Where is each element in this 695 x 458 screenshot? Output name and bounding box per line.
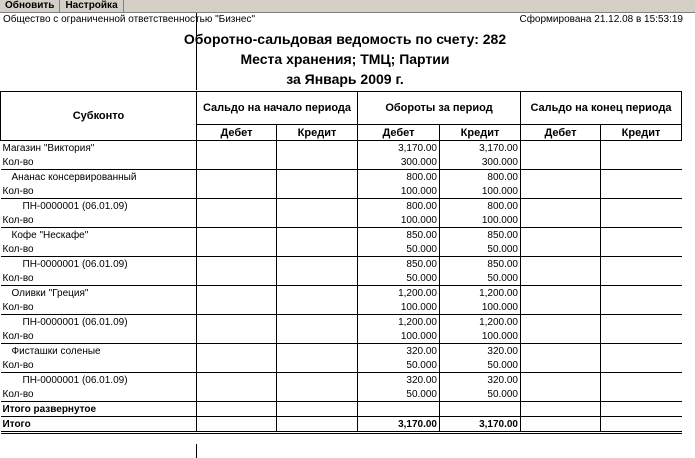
closing-credit-cell	[601, 286, 682, 301]
subkonto-cell: Итого развернутое	[1, 402, 197, 417]
closing-debit-cell	[521, 271, 601, 286]
turnover-credit-cell: 320.00	[440, 373, 521, 388]
subkonto-cell: ПН-0000001 (06.01.09)	[22, 200, 128, 212]
closing-debit-cell	[521, 170, 601, 185]
table-row	[1, 242, 682, 257]
turnover-debit-cell: 800.00	[358, 170, 440, 185]
turnover-credit-cell: 850.00	[440, 228, 521, 243]
report-subtitle: Места хранения; ТМЦ; Партии	[240, 51, 450, 67]
table-row	[1, 271, 682, 286]
subkonto-cell: ПН-0000001 (06.01.09)	[22, 316, 128, 328]
subkonto-cell: ПН-0000001 (06.01.09)	[22, 258, 128, 270]
opening-credit-cell	[277, 257, 358, 272]
opening-debit-cell	[197, 300, 277, 315]
opening-debit-cell	[197, 315, 277, 330]
col-subkonto: Субконто	[1, 92, 197, 141]
closing-credit-cell	[601, 417, 682, 433]
table-row	[1, 373, 682, 388]
opening-credit-cell	[277, 141, 358, 156]
settings-button[interactable]: Настройка	[60, 0, 123, 12]
turnover-debit-cell: 850.00	[358, 228, 440, 243]
report-table	[0, 91, 682, 434]
turnover-debit-cell: 850.00	[358, 257, 440, 272]
turnover-debit-cell: 50.000	[358, 242, 440, 257]
opening-credit-cell	[277, 228, 358, 243]
opening-credit-cell	[277, 402, 358, 417]
table-row	[1, 387, 682, 402]
turnover-credit-cell: 850.00	[440, 257, 521, 272]
col-turnover-debit: Дебет	[358, 125, 440, 141]
closing-debit-cell	[521, 315, 601, 330]
opening-credit-cell	[277, 387, 358, 402]
opening-credit-cell	[277, 170, 358, 185]
opening-credit-cell	[277, 213, 358, 228]
table-row	[1, 257, 682, 272]
closing-debit-cell	[521, 402, 601, 417]
opening-credit-cell	[277, 155, 358, 170]
closing-debit-cell	[521, 199, 601, 214]
closing-credit-cell	[601, 402, 682, 417]
turnover-credit-cell: 100.000	[440, 300, 521, 315]
organization-name: Общество с ограниченной ответственностью "Бизнес"	[3, 14, 256, 25]
table-row	[1, 358, 682, 373]
subkonto-cell: Магазин "Виктория"	[2, 142, 95, 154]
opening-debit-cell	[197, 170, 277, 185]
turnover-credit-cell: 300.000	[440, 155, 521, 170]
total-row	[1, 402, 682, 417]
closing-credit-cell	[601, 373, 682, 388]
subkonto-cell: Кол-во	[1, 242, 197, 257]
subkonto-cell: Кол-во	[1, 300, 197, 315]
table-row	[1, 329, 682, 344]
turnover-debit-cell: 800.00	[358, 199, 440, 214]
closing-debit-cell	[521, 242, 601, 257]
turnover-credit-cell: 320.00	[440, 344, 521, 359]
subkonto-cell: Фисташки соленые	[11, 345, 101, 357]
col-turnover-credit: Кредит	[440, 125, 521, 141]
closing-credit-cell	[601, 344, 682, 359]
closing-credit-cell	[601, 257, 682, 272]
turnover-debit-cell: 100.000	[358, 184, 440, 199]
closing-debit-cell	[521, 329, 601, 344]
closing-credit-cell	[601, 271, 682, 286]
col-opening: Сальдо на начало периода	[197, 92, 358, 125]
subkonto-cell: Кол-во	[1, 184, 197, 199]
col-closing-debit: Дебет	[521, 125, 601, 141]
subkonto-cell: Кол-во	[1, 155, 197, 170]
refresh-button[interactable]: Обновить	[0, 0, 60, 12]
opening-debit-cell	[197, 184, 277, 199]
generated-timestamp: Сформирована 21.12.08 в 15:53:19	[519, 14, 683, 25]
closing-debit-cell	[521, 373, 601, 388]
turnover-debit-cell: 1,200.00	[358, 315, 440, 330]
turnover-debit-cell: 3,170.00	[358, 417, 440, 433]
opening-debit-cell	[197, 329, 277, 344]
closing-credit-cell	[601, 315, 682, 330]
table-row	[1, 184, 682, 199]
opening-credit-cell	[277, 329, 358, 344]
opening-credit-cell	[277, 271, 358, 286]
turnover-debit-cell: 100.000	[358, 329, 440, 344]
closing-debit-cell	[521, 257, 601, 272]
table-row	[1, 170, 682, 185]
col-opening-debit: Дебет	[197, 125, 277, 141]
table-row	[1, 213, 682, 228]
turnover-credit-cell: 50.000	[440, 358, 521, 373]
opening-credit-cell	[277, 286, 358, 301]
table-row	[1, 155, 682, 170]
opening-debit-cell	[197, 373, 277, 388]
subkonto-cell: Ананас консервированный	[11, 171, 137, 183]
opening-debit-cell	[197, 271, 277, 286]
subkonto-cell: Кол-во	[1, 213, 197, 228]
table-row	[1, 141, 682, 156]
closing-debit-cell	[521, 417, 601, 433]
col-opening-credit: Кредит	[277, 125, 358, 141]
closing-credit-cell	[601, 387, 682, 402]
opening-debit-cell	[197, 257, 277, 272]
opening-credit-cell	[277, 373, 358, 388]
closing-credit-cell	[601, 199, 682, 214]
opening-debit-cell	[197, 228, 277, 243]
col-closing-credit: Кредит	[601, 125, 682, 141]
opening-debit-cell	[197, 344, 277, 359]
closing-debit-cell	[521, 344, 601, 359]
turnover-credit-cell: 100.000	[440, 213, 521, 228]
opening-credit-cell	[277, 358, 358, 373]
table-row	[1, 199, 682, 214]
closing-credit-cell	[601, 329, 682, 344]
turnover-credit-cell: 50.000	[440, 271, 521, 286]
subkonto-cell: Оливки "Греция"	[11, 287, 89, 299]
table-row	[1, 315, 682, 330]
turnover-debit-cell: 100.000	[358, 300, 440, 315]
closing-credit-cell	[601, 155, 682, 170]
turnover-credit-cell: 3,170.00	[440, 417, 521, 433]
turnover-debit-cell: 320.00	[358, 373, 440, 388]
closing-credit-cell	[601, 242, 682, 257]
closing-debit-cell	[521, 300, 601, 315]
turnover-debit-cell	[358, 402, 440, 417]
col-turnover: Обороты за период	[358, 92, 521, 125]
turnover-debit-cell: 50.000	[358, 271, 440, 286]
toolbar	[0, 0, 695, 13]
col-closing: Сальдо на конец периода	[521, 92, 682, 125]
closing-credit-cell	[601, 170, 682, 185]
turnover-credit-cell: 800.00	[440, 170, 521, 185]
subkonto-cell: Кофе "Нескафе"	[11, 229, 89, 241]
opening-credit-cell	[277, 344, 358, 359]
opening-debit-cell	[197, 155, 277, 170]
closing-credit-cell	[601, 141, 682, 156]
closing-debit-cell	[521, 213, 601, 228]
subkonto-cell: Кол-во	[1, 271, 197, 286]
turnover-credit-cell: 50.000	[440, 242, 521, 257]
opening-debit-cell	[197, 358, 277, 373]
subkonto-cell: Кол-во	[1, 329, 197, 344]
opening-credit-cell	[277, 300, 358, 315]
turnover-debit-cell: 50.000	[358, 387, 440, 402]
total-row	[1, 417, 682, 433]
closing-credit-cell	[601, 184, 682, 199]
table-row	[1, 300, 682, 315]
table-row	[1, 344, 682, 359]
opening-credit-cell	[277, 199, 358, 214]
table-row	[1, 286, 682, 301]
turnover-debit-cell: 320.00	[358, 344, 440, 359]
report-title: Оборотно-сальдовая ведомость по счету: 282	[183, 31, 507, 47]
opening-debit-cell	[197, 402, 277, 417]
subkonto-cell: ПН-0000001 (06.01.09)	[22, 374, 128, 386]
closing-credit-cell	[601, 300, 682, 315]
opening-debit-cell	[197, 417, 277, 433]
turnover-credit-cell: 100.000	[440, 329, 521, 344]
report-period: за Январь 2009 г.	[286, 71, 404, 87]
closing-credit-cell	[601, 358, 682, 373]
opening-debit-cell	[197, 199, 277, 214]
subkonto-cell: Итого	[1, 417, 197, 433]
turnover-debit-cell: 3,170.00	[358, 141, 440, 156]
opening-debit-cell	[197, 286, 277, 301]
closing-debit-cell	[521, 141, 601, 156]
turnover-credit-cell: 100.000	[440, 184, 521, 199]
opening-credit-cell	[277, 184, 358, 199]
turnover-debit-cell: 100.000	[358, 213, 440, 228]
turnover-debit-cell: 50.000	[358, 358, 440, 373]
closing-credit-cell	[601, 213, 682, 228]
opening-debit-cell	[197, 213, 277, 228]
turnover-credit-cell: 1,200.00	[440, 315, 521, 330]
turnover-credit-cell: 50.000	[440, 387, 521, 402]
subkonto-cell: Кол-во	[1, 358, 197, 373]
turnover-debit-cell: 1,200.00	[358, 286, 440, 301]
opening-credit-cell	[277, 417, 358, 433]
divider-line-bottom	[196, 444, 197, 458]
table-row	[1, 228, 682, 243]
closing-debit-cell	[521, 358, 601, 373]
closing-debit-cell	[521, 184, 601, 199]
closing-credit-cell	[601, 228, 682, 243]
opening-credit-cell	[277, 315, 358, 330]
closing-debit-cell	[521, 228, 601, 243]
opening-debit-cell	[197, 141, 277, 156]
opening-debit-cell	[197, 242, 277, 257]
closing-debit-cell	[521, 387, 601, 402]
turnover-debit-cell: 300.000	[358, 155, 440, 170]
turnover-credit-cell	[440, 402, 521, 417]
opening-credit-cell	[277, 242, 358, 257]
closing-debit-cell	[521, 286, 601, 301]
closing-debit-cell	[521, 155, 601, 170]
subkonto-cell: Кол-во	[1, 387, 197, 402]
opening-debit-cell	[197, 387, 277, 402]
turnover-credit-cell: 3,170.00	[440, 141, 521, 156]
turnover-credit-cell: 1,200.00	[440, 286, 521, 301]
turnover-credit-cell: 800.00	[440, 199, 521, 214]
